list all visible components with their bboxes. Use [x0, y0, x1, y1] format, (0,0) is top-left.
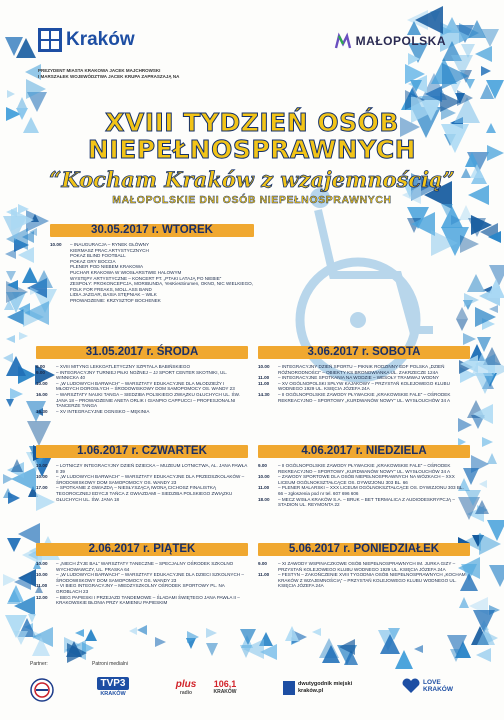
event-description: PUCHAR KRAKOWA W WIOSŁARSTWIE HALOWYM	[70, 269, 182, 275]
decor-triangle	[30, 287, 39, 295]
decor-triangle	[6, 356, 26, 376]
event-list	[258, 364, 470, 403]
event-description: – „W LUDOWYCH BARWACH” – WARSZTATY EDUKACYJNE DLA DZIECI SZKOLNYCH – ŚRODOWISKOWY DOM SAMOPOMOCY OS. WANDY 23	[56, 572, 244, 583]
malopolska-logo	[334, 32, 446, 50]
event-item	[36, 463, 248, 474]
event-description: – INAUGURACJA – RYNEK GŁÓWNY	[70, 242, 150, 247]
decor-triangle	[7, 280, 18, 290]
krakow-mark-icon	[38, 28, 62, 52]
event-description: – LOTNICZY INTEGRACYJNY DZIEŃ DZIECKA – MUZEUM LOTNICTWA, AL. JANA PAWŁA II 39	[56, 463, 248, 474]
event-time: 11.00	[258, 485, 270, 491]
krakow-logo-text: Kraków	[66, 29, 135, 50]
decor-triangle	[7, 90, 15, 98]
event-description: – BIEG PAPIESKI I PRZEJAZD TANDEMOWE – ŚLADAMI ŚWIĘTEGO JANA PAWŁA II – KRAKOWSKIE BŁONIA PRZY KAMIENIU PAPIESKIM	[56, 594, 240, 606]
rmf-city: KRAKÓW	[213, 689, 237, 695]
event-time: 11.00	[36, 583, 48, 589]
day-section-sunday	[258, 445, 470, 508]
event-description: ZESPOŁY: PROKONCEPCJA, MORIBUNDA, YesKiesSirumen, OKNO, NIC WIELKIEGO, FOLK FOR FREAKS, MOLL ASS BAND	[70, 281, 254, 292]
love-krakow-logo	[402, 674, 472, 698]
motto: “Kocham Kraków z wzajemnością”	[49, 167, 455, 192]
event-item	[36, 392, 248, 409]
decor-triangle	[18, 247, 34, 263]
event-description: – INTEGRACYJNY TURNIEJ PIŁKI NOŻNEJ – JJ SPORT CENTER SKOTNIKI, UL. WINNICKA 40	[56, 369, 228, 381]
event-description: – INTEGRACYJNE SPOTKANIA NA WODZIE – WESOŁY TRAMWAJ WODNY	[278, 375, 439, 381]
event-time	[50, 298, 70, 304]
day-header: 5.06.2017 r. PONIEDZIAŁEK	[258, 543, 470, 556]
decor-triangle	[481, 66, 491, 76]
event-time: 17.00	[36, 485, 48, 491]
decor-triangle	[459, 597, 469, 608]
decor-triangle	[482, 437, 493, 447]
event-item	[258, 497, 470, 508]
partner-emblem-icon	[30, 678, 54, 702]
decor-triangle	[410, 80, 422, 92]
decor-triangle	[8, 492, 20, 504]
decor-triangle	[471, 353, 493, 376]
event-list	[36, 364, 248, 414]
decor-triangle	[468, 20, 486, 38]
decor-triangle	[479, 533, 501, 555]
event-description: – SPOTKANIE Z GWIAZDĄ – NIESŁYSZĄCĄ IWONĄ CICHOSZ FINALISTKĄ TEGOROCZNEJ EDYCJI TAŃCA Z GWIAZDAMI – SIEDZIBA POLSKIEGO ZWIĄZKU GŁUCHYCH UL. ŚW. JANA 18	[56, 485, 233, 502]
event-item	[50, 298, 254, 304]
tvp3-logo	[92, 674, 134, 700]
day-header: 31.05.2017 r. ŚRODA	[36, 346, 248, 359]
event-item	[36, 474, 248, 485]
event-list	[258, 463, 470, 508]
decor-triangle	[457, 90, 473, 106]
header	[38, 28, 466, 64]
day-header: 30.05.2017 r. WTOREK	[50, 224, 254, 237]
event-time: 10.00	[258, 364, 270, 369]
dwutygodnik-line-2: kraków.pl	[298, 688, 324, 694]
day-section-saturday	[258, 346, 470, 403]
decor-triangle	[32, 637, 50, 656]
event-description: – II OGÓLNOPOLSKIE ZAWODY PŁYWACKIE „KRAKOWSKIE FALE” – OŚRODEK REKREACYJNO – SPORTOWY „KURDWANÓW NOWY” UL. WYSŁOUCHÓW 34 A	[278, 391, 451, 403]
event-time: 16.00	[36, 391, 48, 397]
day-header: 2.06.2017 r. PIĄTEK	[36, 543, 248, 556]
event-description: – XVIII MITYNG LEKKOATLETYCZNY SZPITALA BABIŃSKIEGO	[56, 364, 191, 369]
decor-triangle	[464, 293, 479, 307]
decor-triangle	[26, 79, 46, 99]
decor-triangle	[24, 301, 49, 325]
event-list	[258, 561, 470, 589]
decor-triangle	[5, 249, 16, 259]
day-header: 1.06.2017 r. CZWARTEK	[36, 445, 248, 458]
main-title-line-1: XVIII TYDZIEŃ OSÓB	[105, 108, 399, 137]
decor-triangle	[7, 589, 21, 604]
decor-triangle	[460, 235, 479, 253]
event-time: 10.00	[36, 561, 48, 566]
event-time: 14.30	[258, 391, 270, 397]
event-time: 9.00	[258, 463, 267, 468]
decor-triangle	[85, 629, 97, 641]
event-item	[258, 561, 470, 572]
event-description: – MECZ WISŁA KRAKÓW S.A. – BRUK – BET TERMALICA Z AUDIODESKRYPCJĄ – STADION UL. REYMONTA 22	[278, 496, 455, 508]
decor-triangle	[6, 399, 14, 407]
event-time: 10.00	[36, 463, 48, 468]
event-description: WYSTĘPY ARTYSTYCZNE – KONCERT PT. „PTAKI LATAJĄ PO NIEBIE”	[70, 275, 222, 281]
decor-triangle	[475, 46, 492, 62]
subtitle: MAŁOPOLSKIE DNI OSÓB NIEPEŁNOSPRAWNYCH	[112, 194, 392, 206]
event-description: – XV INTEGRACYJNE OGNISKO – MĘKINIA	[56, 408, 150, 414]
partner-label: Partner:	[30, 661, 48, 667]
decor-triangle	[75, 629, 84, 637]
event-time: 10.00	[36, 572, 48, 578]
decor-triangle	[28, 614, 36, 623]
dwutygodnik-text	[298, 681, 352, 695]
decor-triangle	[473, 404, 493, 424]
event-list	[50, 242, 254, 304]
decor-triangle	[475, 373, 495, 394]
event-item	[258, 381, 470, 392]
event-time: 11.00	[258, 380, 270, 386]
decor-triangle	[137, 625, 147, 635]
event-time: 12.00	[36, 594, 48, 600]
event-time: 18.00	[258, 496, 270, 502]
event-description: – „W LUDOWYCH BARWACH” – WARSZTATY EDUKACYJNE DLA MŁODZIEŻY I MŁODYCH DOROSŁYCH – ŚRODOWISKOWY DOM SAMOPOMOCY OS. WANDY 23	[56, 380, 235, 392]
decor-triangle	[468, 218, 486, 237]
decor-triangle	[479, 480, 487, 488]
decor-triangle	[471, 455, 489, 473]
decor-triangle	[5, 37, 23, 56]
event-time: 10.00	[36, 474, 48, 480]
malopolska-logo-text: MAŁOPOLSKA	[355, 34, 446, 48]
event-list	[36, 463, 248, 502]
event-item	[36, 572, 248, 583]
event-item	[36, 409, 248, 415]
event-time: 9.00	[36, 369, 45, 375]
rmf-frequency: 106,1	[213, 679, 237, 689]
plus-radio-name: plus	[175, 678, 197, 690]
decor-triangle	[339, 639, 355, 655]
heart-icon	[402, 678, 420, 694]
decor-triangle	[380, 634, 400, 654]
love-krakow-line-2: KRAKÓW	[423, 686, 453, 693]
decor-triangle	[487, 279, 504, 298]
love-krakow-line-1: LOVE	[423, 679, 441, 686]
event-item	[258, 474, 470, 485]
event-description: – II OGÓLNOPOLSKIE ZAWODY PŁYWACKIE „KRAKOWSKIE FALE” – OŚRODEK REKREACYJNO – SPORTOWY „KURDWANÓW NOWY” UL. WYSŁOUCHÓW 34 A	[278, 463, 451, 474]
event-time: 10.00	[258, 474, 270, 480]
event-description: – XV OGÓLNOPOLSKI SPŁYW KAJAKOWY – PRZYSTAŃ KOLEJOWEGO KLUBU WODNEGO 1929 UL. KSIĘCIA JÓZEFA 24A	[278, 380, 450, 392]
plus-radio-logo	[170, 676, 202, 698]
day-header: 4.06.2017 r. NIEDZIELA	[258, 445, 470, 458]
day-section-monday	[258, 543, 470, 589]
decor-triangle	[477, 337, 491, 352]
event-item	[36, 381, 248, 392]
decor-triangle	[489, 565, 504, 587]
decor-triangle	[458, 418, 472, 432]
event-description: PLENER POD NIEBEM KRAKOWA	[70, 264, 144, 270]
patronage-text	[38, 68, 179, 80]
event-item	[36, 485, 248, 502]
event-description: – „W LUDOWYCH BARWACH” – WARSZTATY EDUKACYJNE DLA PRZEDSZKOLAKÓW – ŚRODOWISKOWY DOM SAMOPOMOCY OS. WANDY 23	[56, 474, 245, 485]
decor-triangle	[463, 333, 476, 345]
day-section-tuesday	[50, 224, 254, 304]
event-description: LIDIA JAZGAR, BASIA STĘPNIAK – WILK	[70, 292, 157, 298]
event-item	[36, 595, 248, 606]
main-title-line-2: NIEPEŁNOSPRAWNYCH	[87, 135, 417, 164]
decor-triangle	[11, 209, 34, 231]
event-time: 9.00	[258, 561, 267, 566]
decor-triangle	[477, 626, 495, 645]
decor-triangle	[19, 332, 28, 340]
event-time: 9.00	[36, 364, 45, 369]
decor-triangle	[206, 628, 217, 638]
decor-triangle	[489, 305, 498, 313]
day-section-thursday	[36, 445, 248, 502]
event-description: PROWADZENIE: KRZYSZTOF BOCHENEK	[70, 297, 161, 303]
event-time: 11.00	[258, 572, 270, 578]
patronage-line-1: PREZYDENT MIASTA KRAKOWA JACEK MAJCHROWSKI	[38, 68, 161, 73]
event-item	[258, 463, 470, 474]
event-description: – INTEGRACYJNY DZIEŃ SPORTU – PIKNIK RODZINNY EDF POLSKA „DZIEŃ RÓŻNORODNOŚCI” – OBIEKTY KS BRONOWIANKA UL. ZAKRZECZE 124A	[278, 364, 445, 375]
event-description: – VI BIEG INTEGRACYJNY – MIEDZYSZKOLNY OŚRODEK SPORTOWY PL. NA GROBLACH 23	[56, 583, 225, 594]
event-description: – ZAWODY SPORTOWE DLA OSÓB NIEPEŁNOSPRAWNYCH NA WÓZKACH – XXX LICEUM OGÓLNOKSZTAŁCĄCE OS. DYWIZJONU 303 BL. 66	[278, 474, 455, 485]
decor-triangle	[3, 574, 16, 586]
event-description: POKAZ GRY BOCCIA	[70, 258, 116, 264]
event-description: – PLENER MALARSKI – XXX LICEUM OGÓLNOKSZTAŁCĄCE OS. DYWIZJONU 303 BL. 66 – zgłoszenia pod nr tel. 607 696 606	[278, 485, 464, 496]
decor-triangle	[22, 267, 38, 283]
event-description: – FESTYN – ZAKOŃCZENIE XVIII TYGODNIA OSÓB NIEPEŁNOSPRAWNYCH „KOCHAM KRAKÓW Z WZAJEMNOŚCIĄ” – PRZYSTAŃ KOLEJOWEGO KLUBU WODNEGO UL. KSIĘCIA JÓZEFA 24A	[278, 572, 466, 589]
event-item	[36, 583, 248, 594]
rmf-logo	[208, 676, 242, 698]
day-section-friday	[36, 543, 248, 606]
plus-radio-sub: radio	[179, 689, 193, 696]
event-item	[36, 370, 248, 381]
event-time: 16.30	[36, 408, 48, 414]
decor-triangle	[312, 628, 321, 636]
footer	[0, 658, 504, 720]
decor-triangle	[155, 637, 166, 647]
day-header: 3.06.2017 r. SOBOTA	[258, 346, 470, 359]
decor-triangle	[414, 645, 423, 653]
tvp3-logo-bottom: KRAKÓW	[100, 691, 126, 697]
decor-triangle	[488, 231, 501, 243]
dwutygodnik-icon	[283, 681, 295, 695]
love-krakow-text	[423, 679, 453, 693]
decor-triangle	[465, 79, 475, 89]
event-description: – XI ZAWODY WSPINACZKOWE OSÓB NIEPEŁNOSPRAWNYCH IM. JURKA GIZY – PRZYSTAŃ KOLEJOWEGO KLUBU WODNEGO 1929 UL. KSIĘCIA JÓZEFA 24A	[278, 561, 456, 572]
patronage-line-2: I MARSZAŁEK WOJEWÓDZTWA JACEK KRUPA ZAPRASZAJĄ NA	[38, 74, 180, 79]
decor-triangle	[11, 459, 23, 472]
dwutygodnik-line-1: dwutygodnik miejski	[298, 681, 353, 687]
malopolska-mark-icon	[334, 32, 352, 50]
decor-triangle	[27, 421, 51, 446]
event-item	[258, 364, 470, 375]
media-patrons-label: Patroni medialni	[92, 661, 128, 667]
event-time: 11.00	[258, 375, 270, 381]
event-time: 10.00	[50, 242, 62, 247]
event-description: – „NIECH ŻYJE BAL” WARSZTATY TANECZNE – SPECJALNY OŚRODEK SZKOLNO WYCHOWAWCZY, UL. PRASKA 64	[56, 561, 234, 572]
decor-triangle	[206, 643, 218, 656]
event-description: KIERMASZ PRAC ARTYSTYCZNYCH	[70, 247, 149, 253]
event-item	[36, 561, 248, 572]
tvp3-logo-top: TVP3	[97, 677, 128, 690]
krakow-logo	[38, 28, 135, 52]
decor-triangle	[14, 631, 28, 645]
decor-triangle	[17, 97, 27, 108]
decor-triangle	[480, 84, 494, 99]
decor-triangle	[285, 626, 299, 641]
event-time	[50, 281, 70, 292]
event-list	[36, 561, 248, 606]
event-item	[258, 392, 470, 403]
decor-triangle	[6, 335, 15, 343]
day-section-wednesday	[36, 346, 248, 414]
event-time: 10.00	[36, 380, 48, 386]
dwutygodnik-logo	[283, 676, 363, 700]
event-description: POKAZ BLIND FOOTBALL	[70, 253, 126, 259]
event-description: – WARSZTATY NAUKI TANGA – SIEDZIBA POLSKIEGO ZWIĄZKU GŁUCHYCH UL. ŚW. JANA 18 – PROWADZENIE ANETA ORLIK I GIANPIO CAPPUCCI – PROFESJONALNI TANCERZE TANGA	[56, 391, 240, 409]
decor-triangle	[187, 631, 199, 643]
event-item	[258, 485, 470, 496]
event-item	[258, 572, 470, 589]
event-item	[50, 281, 254, 292]
